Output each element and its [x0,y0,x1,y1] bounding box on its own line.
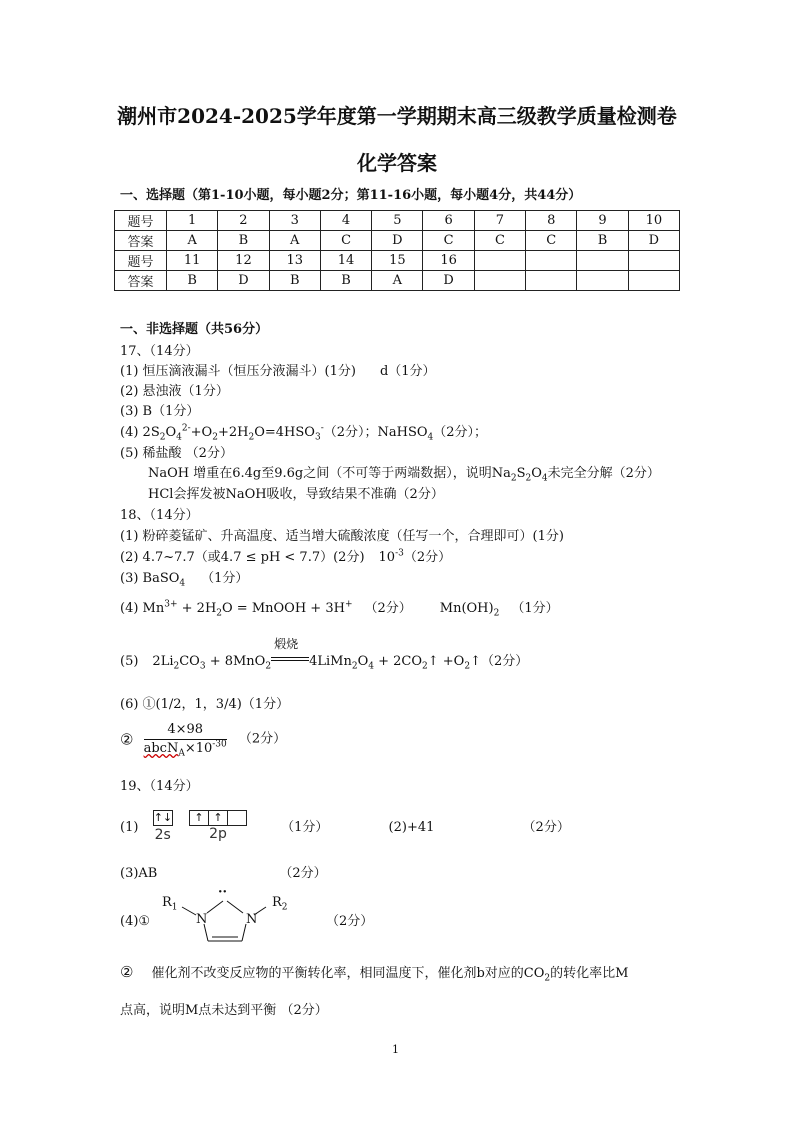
q18-answer-6-formula: ② $\frac{4\times 98}{abcN_A\times 10^{-30}}$ （2分） [120,722,287,759]
table-cell: 6 [423,211,474,231]
table-cell: D [372,231,423,251]
table-cell [526,271,577,291]
orbital-box-paired: ↑↓ [153,811,173,824]
table-cell [577,271,628,291]
table-cell: 14 [320,251,371,271]
q17-answer-1: (1) 恒压滴液漏斗（恒压分液漏斗）(1分) d（1分） [120,364,436,379]
q17-answer-5: (5) 稀盐酸 （2分） [120,446,233,461]
q18-answer-1: (1) 粉碎菱锰矿、升高温度、适当增大硫酸浓度（任写一个，合理即可）(1分) [120,529,564,544]
answer-table [114,210,680,291]
table-cell: B [218,231,269,251]
table-cell [577,251,628,271]
row-header-cell: 题号 [115,211,167,231]
imidazolylidene-structure [158,885,298,948]
table-cell: 3 [269,211,320,231]
q18-answer-3: (3) BaSO$_4$ （1分） [120,571,249,589]
section1-heading: 一、选择题（第1-10小题，每小题2分；第11-16小题，每小题4分，共44分） [120,188,582,203]
table-cell: 10 [628,211,679,231]
q19-answer-4-score: （2分） [326,914,374,929]
table-cell: 13 [269,251,320,271]
q19-answer-4-explanation: ② 催化剂不改变反应物的平衡转化率，相同温度下，催化剂b对应的$CO_2$的转化率比M [120,963,629,984]
q18-answer-2: (2) 4.7~7.7（或4.7 ≤ pH < 7.7）(2分) $10^{-3}(2$分） [120,548,452,565]
table-cell: 9 [577,211,628,231]
n3-atom: N [246,912,258,927]
table-cell: C [474,231,525,251]
table-cell: C [320,231,371,251]
table-cell: A [269,231,320,251]
table-row [115,231,680,251]
table-cell: 15 [372,251,423,271]
q19-answer-1: (1) ↑↓ 2s ↑ ↑ 2p （1分） (2)+41 （2分） [120,811,570,843]
q19-header: 19、（14分） [120,779,199,794]
q18-header: 18、（14分） [120,508,199,523]
table-cell [474,251,525,271]
row-header-cell: 答案 [115,231,167,251]
q19-answer-4-explanation-cont: 点高，说明M点未达到平衡 （2分） [120,1003,328,1018]
page-subtitle: 化学答案 [357,151,437,175]
q17-answer-5-note: HCl会挥发被NaOH吸收，导致结果不准确（2分） [148,487,444,502]
table-cell: 1 [167,211,218,231]
page-title: 潮州市2024-2025学年度第一学期期末高三级教学质量检测卷 [117,104,677,128]
q17-header: 17、（14分） [120,344,199,359]
table-cell: B [167,271,218,291]
n1-atom: N [196,912,208,927]
table-cell: B [269,271,320,291]
table-cell [628,271,679,291]
table-cell: D [423,271,474,291]
q17-answer-2: (2) 悬浊液（1分） [120,384,229,399]
q17-answer-5-detail: NaOH 增重在6.4g至9.6g之间（不可等于两端数据），说明$Na_2S_2O_4$未完全分解（2分） [148,466,660,484]
table-cell: 7 [474,211,525,231]
table-cell: B [577,231,628,251]
r2-label: $R_2$ [272,895,288,913]
table-cell [474,271,525,291]
q17-answer-3: (3) B（1分） [120,404,200,419]
q18-answer-5: (5) $2Li_2CO_3 + 8MnO_2$ 煅烧 $4LiMn_2O_4$ + $2CO_2↑$ $+O_2↑(2$分） [120,636,529,672]
lone-pair: ·· [218,885,228,900]
table-row [115,271,680,291]
q18-answer-6: (6) ①(1/2，1，3/4)（1分） [120,697,290,712]
table-cell: C [526,231,577,251]
q17-answer-4: (4) $2S_2O_4^{2-}+O_2+2H_2O=4HSO_3^-(2$分）；NaHSO$_4$（2分）； [120,423,488,443]
row-header-cell: 答案 [115,271,167,291]
q19-answer-4-label: (4)① [120,914,151,929]
table-cell: D [628,231,679,251]
table-cell: 5 [372,211,423,231]
table-cell: D [218,271,269,291]
page-number: 1 [392,1043,399,1056]
table-row [115,211,680,231]
table-cell: A [372,271,423,291]
q19-answer-3: (3)AB （2分） [120,866,327,881]
section2-heading: 一、非选择题（共56分） [120,322,269,337]
table-cell: 16 [423,251,474,271]
table-cell: 2 [218,211,269,231]
row-header-cell: 题号 [115,251,167,271]
r1-label: $R_1$ [162,895,178,913]
table-cell: 11 [167,251,218,271]
table-cell [526,251,577,271]
table-cell: 12 [218,251,269,271]
condition-arrow: 煅烧 [271,657,309,667]
table-cell [628,251,679,271]
table-cell: 8 [526,211,577,231]
orbital-2p: ↑ ↑ 2p [189,810,247,843]
table-row [115,251,680,271]
table-cell: C [423,231,474,251]
table-cell: B [320,271,371,291]
q18-answer-4: (4) $Mn^{3+} + 2H_2O$ = MnOOH + 3H+ （2分） $Mn(OH)_2$ （1分） [120,599,559,619]
table-cell: A [167,231,218,251]
orbital-2s: ↑↓ 2s [153,811,173,843]
table-cell: 4 [320,211,371,231]
